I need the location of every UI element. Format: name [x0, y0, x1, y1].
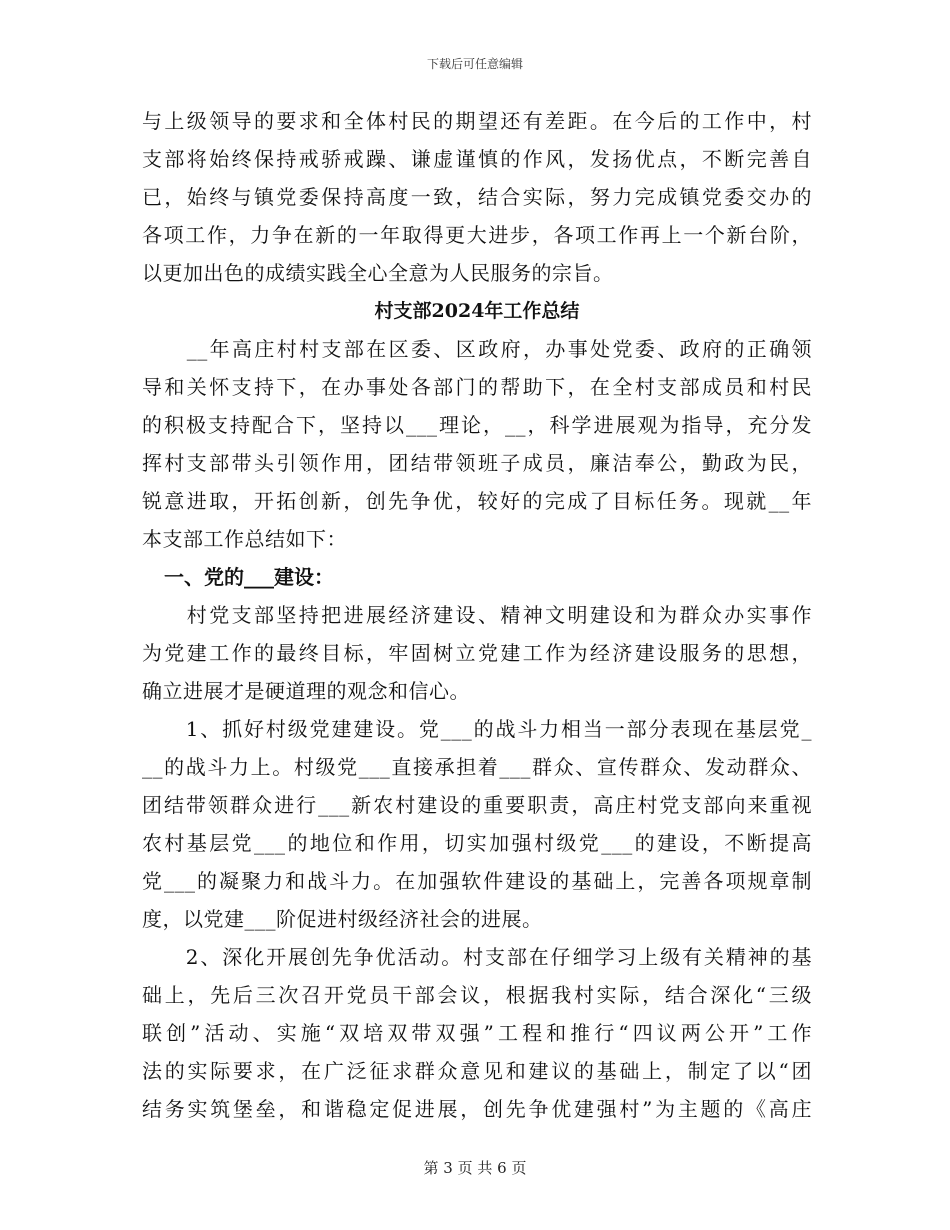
text-line: 的积极支持配合下，坚持以___理论，__，科学进展观为指导，充分发 — [142, 413, 812, 437]
text-line: 村党支部坚持把进展经济建设、精神文明建设和为群众办实事作 — [142, 603, 812, 627]
paragraph-intro — [142, 330, 812, 558]
page-header-note: 下载后可任意编辑 — [426, 57, 523, 71]
text-line: 结务实筑堡垒，和谐稳定促进展，创先争优建强村”为主题的《高庄 — [142, 1097, 812, 1121]
document-title: 村支部2024年工作总结 — [374, 300, 580, 322]
page-number: 第 3 页 共 6 页 — [423, 1159, 527, 1177]
section-heading: 一、党的___建设： — [164, 565, 334, 589]
text-line: 联创”活动、实施“双培双带双强”工程和推行“四议两公开”工作 — [142, 1021, 812, 1045]
text-line: 本支部工作总结如下： — [142, 527, 347, 551]
text-line: 各项工作，力争在新的一年取得更大进步，各项工作再上一个新台阶， — [142, 223, 812, 247]
text-line: __的战斗力上。村级党___直接承担着___群众、宣传群众、发动群众、 — [142, 755, 812, 779]
paragraph-item-1 — [142, 710, 812, 938]
text-line: 支部将始终保持戒骄戒躁、谦虚谨慎的作风，发扬优点，不断完善自 — [142, 147, 812, 171]
text-line: 度，以党建___阶促进村级经济社会的进展。 — [142, 907, 543, 931]
text-line: 1、抓好村级党建建设。党___的战斗力相当一部分表现在基层党_ — [142, 717, 812, 741]
text-line: 以更加出色的成绩实践全心全意为人民服务的宗旨。 — [142, 261, 614, 285]
text-line: 团结带领群众进行___新农村建设的重要职责，高庄村党支部向来重视 — [142, 793, 812, 817]
text-line: 锐意进取，开拓创新，创先争优，较好的完成了目标任务。现就__年 — [142, 489, 812, 513]
text-line: 础上，先后三次召开党员干部会议，根据我村实际，结合深化“三级 — [142, 983, 812, 1007]
paragraph-closing — [142, 102, 812, 292]
text-line: 挥村支部带头引领作用，团结带领班子成员，廉洁奉公，勤政为民， — [142, 451, 812, 475]
text-line: 2、深化开展创先争优活动。村支部在仔细学习上级有关精神的基 — [142, 945, 812, 969]
text-line: 党___的凝聚力和战斗力。在加强软件建设的基础上，完善各项规章制 — [142, 869, 812, 893]
text-line: 为党建工作的最终目标，牢固树立党建工作为经济建设服务的思想， — [142, 641, 812, 665]
text-line: 导和关怀支持下，在办事处各部门的帮助下，在全村支部成员和村民 — [142, 375, 812, 399]
text-line: __年高庄村村支部在区委、区政府，办事处党委、政府的正确领 — [142, 337, 812, 361]
text-line: 法的实际要求，在广泛征求群众意见和建议的基础上，制定了以“团 — [142, 1059, 812, 1083]
paragraph-item-2 — [142, 938, 812, 1128]
text-line: 确立进展才是硬道理的观念和信心。 — [142, 679, 470, 703]
text-line: 已，始终与镇党委保持高度一致，结合实际，努力完成镇党委交办的 — [142, 185, 812, 209]
document-body — [142, 102, 812, 1128]
text-line: 农村基层党___的地位和作用，切实加强村级党___的建设，不断提高 — [142, 831, 812, 855]
text-line: 与上级领导的要求和全体村民的期望还有差距。在今后的工作中，村 — [142, 109, 812, 133]
paragraph-goals — [142, 596, 812, 710]
